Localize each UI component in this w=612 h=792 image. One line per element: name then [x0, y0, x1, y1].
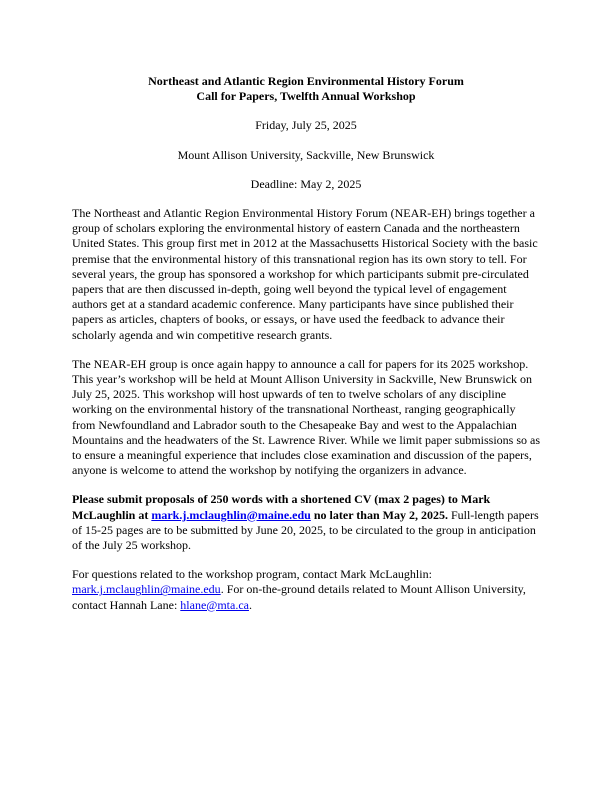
workshop-location: Mount Allison University, Sackville, New Brunswick	[177, 147, 435, 162]
announcement-paragraph: The NEAR-EH group is once again happy to announce a call for papers for its 2025 workshop. This year’s workshop will be held at Mount Allison University in Sackville, New Brunswick on July 25, 2025. This workshop will host upwards of ten to twelve scholars of any discipline working on the environmental history of the transnational Northeast, ranging geographically from Newfoundland and Labrador south to the Chesapeake Bay and west to the Appalachian Mountains and the headwaters of the St. Lawrence River. While we limit paper submissions so as to ensure a meaningful experience that includes close examination and discussion of the papers, anyone is welcome to attend the workshop by notifying the organizers in advance.	[72, 356, 541, 478]
title-line-2: Call for Papers, Twelfth Annual Workshop	[196, 89, 416, 104]
submission-deadline: Deadline: May 2, 2025	[250, 176, 362, 191]
submission-email-link[interactable]: mark.j.mclaughlin@maine.edu	[151, 507, 311, 522]
intro-paragraph: The Northeast and Atlantic Region Environmental History Forum (NEAR-EH) brings together a group of scholars exploring the environmental history of eastern Canada and the northeastern United States. This group first met in 2012 at the Massachusetts Historical Society with the basic premise that the environmental history of this transnational region has its own story to tell. For several years, the group has sponsored a workshop for which participants submit pre-circulated papers that are then discussed in-depth, going well beyond the typical level of engagement authors get at a standard academic conference. Many participants have since published their papers as articles, chapters of books, or essays, or have used the feedback to advance their scholarly agenda and win competitive research grants.	[72, 206, 538, 342]
submission-details: Full-length papers of 15-25 pages are to be submitted by June 20, 2025, to be circulated to the group in anticipation of the July 25 workshop.	[72, 507, 539, 553]
submission-paragraph	[72, 492, 540, 553]
program-contact-email-link[interactable]: mark.j.mclaughlin@maine.edu	[72, 582, 221, 597]
contacts-paragraph	[72, 567, 540, 613]
submission-deadline-text: no later than May 2, 2025.	[310, 507, 448, 522]
contacts-lead: For questions related to the workshop program, contact Mark McLaughlin:	[72, 567, 432, 582]
contacts-middle: . For on-the-ground details related to Mount Allison University, contact Hannah Lane:	[72, 582, 526, 612]
workshop-date: Friday, July 25, 2025	[255, 118, 357, 133]
submission-lead: Please submit proposals of 250 words with a shortened CV (max 2 pages) to Mark McLaughlin at	[72, 492, 491, 522]
title-line-1: Northeast and Atlantic Region Environmental History Forum	[148, 74, 464, 88]
contacts-end: .	[248, 597, 252, 612]
document-title	[72, 74, 540, 104]
venue-contact-email-link[interactable]: hlane@mta.ca	[180, 597, 249, 612]
